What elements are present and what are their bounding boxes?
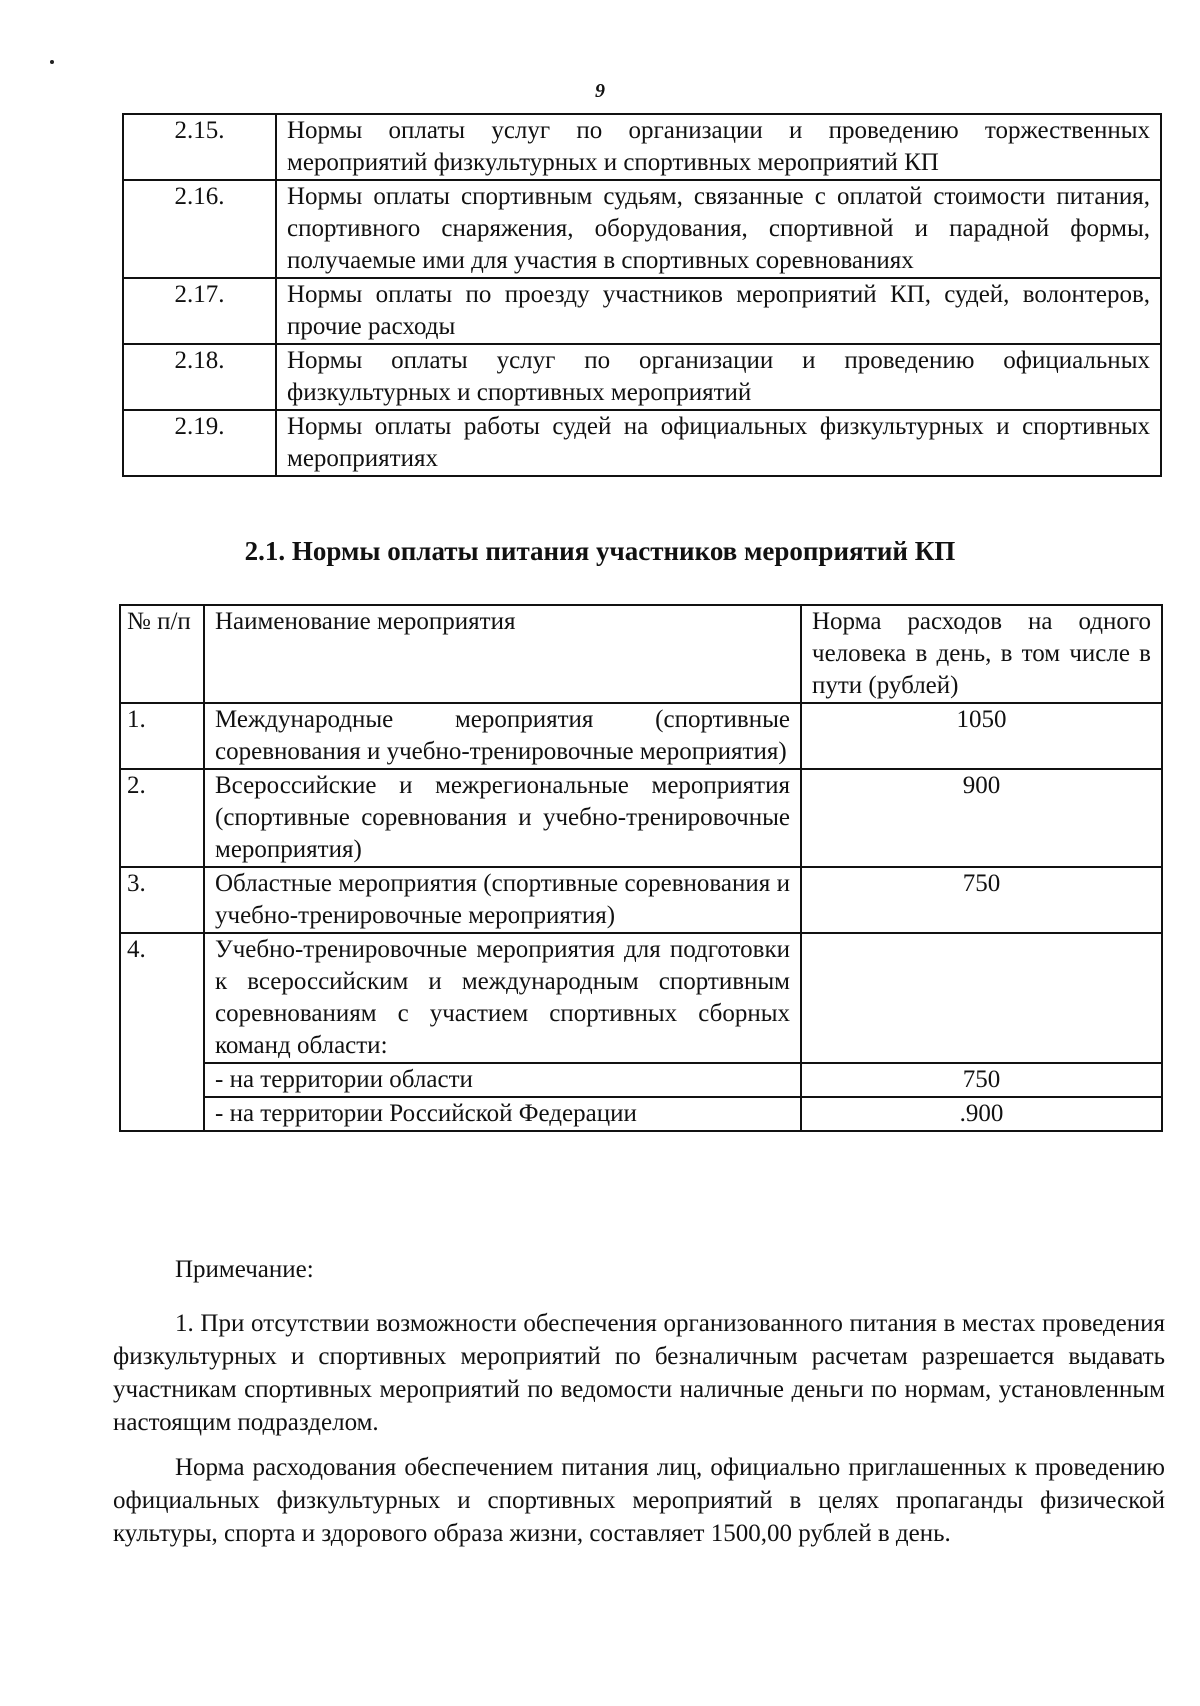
page-number: 9 [595, 80, 605, 102]
sub-row-value: .900 [801, 1097, 1162, 1131]
row-name: Областные мероприятия (спортивные соревнования и учебно-тренировочные мероприятия) [204, 867, 801, 933]
paragraph: Норма расходования обеспечением питания лиц, официально приглашенных к проведению официальных физкультурных и спортивных мероприятий в целях пропаганды физической культуры, спорта и здорового образа жизни, составляет 1500,00 рублей в день. [113, 1454, 1165, 1547]
scan-dot [50, 60, 54, 64]
row-number: 3. [120, 867, 204, 933]
row-value [801, 933, 1162, 1063]
row-number: 4. [120, 933, 204, 1131]
table-row [120, 769, 1162, 867]
sub-row [120, 1097, 1162, 1131]
row-number: 2.19. [123, 410, 276, 476]
row-number: 2.17. [123, 278, 276, 344]
header-norm: Норма расходов на одного человека в день, в том числе в пути (рублей) [801, 605, 1162, 703]
row-text: Нормы оплаты услуг по организации и проведению официальных физкультурных и спортивных мероприятий [276, 344, 1161, 410]
row-number: 2.18. [123, 344, 276, 410]
row-value: 750 [801, 867, 1162, 933]
table-row [123, 410, 1161, 476]
row-number: 2. [120, 769, 204, 867]
header-row [120, 605, 1162, 703]
contents-table [122, 113, 1162, 477]
section-title: 2.1. Нормы оплаты питания участников мероприятий КП [244, 536, 956, 566]
row-text: Нормы оплаты по проезду участников мероприятий КП, судей, волонтеров, прочие расходы [276, 278, 1161, 344]
row-text: Нормы оплаты спортивным судьям, связанные с оплатой стоимости питания, спортивного снаряжения, оборудования, спортивной и парадной формы, получаемые ими для участия в спортивных соревнованиях [276, 180, 1161, 278]
table-row [123, 344, 1161, 410]
row-name: Учебно-тренировочные мероприятия для подготовки к всероссийским и международным спортивным соревнованиям с участием спортивных сборных команд области: [204, 933, 801, 1063]
row-number: 2.15. [123, 114, 276, 180]
row-value: 900 [801, 769, 1162, 867]
sub-row-name: - на территории области [204, 1063, 801, 1097]
table-row [123, 114, 1161, 180]
table-row [120, 933, 1162, 1063]
row-value: 1050 [801, 703, 1162, 769]
sub-row-name: - на территории Российской Федерации [204, 1097, 801, 1131]
sub-row-value: 750 [801, 1063, 1162, 1097]
row-text: Нормы оплаты работы судей на официальных физкультурных и спортивных мероприятиях [276, 410, 1161, 476]
paragraph: 1. При отсутствии возможности обеспечения организованного питания в местах проведения физкультурных и спортивных мероприятий по безналичным расчетам разрешается выдавать участникам спортивных мероприятий по ведомости наличные деньги по нормам, установленным настоящим подразделом. [113, 1310, 1165, 1436]
header-name: Наименование мероприятия [204, 605, 801, 703]
norms-table [119, 604, 1163, 1132]
row-name: Международные мероприятия (спортивные соревнования и учебно-тренировочные мероприятия) [204, 703, 801, 769]
row-name: Всероссийские и межрегиональные мероприятия (спортивные соревнования и учебно-тренировочные мероприятия) [204, 769, 801, 867]
note-title: Примечание: [175, 1256, 314, 1283]
sub-row [120, 1063, 1162, 1097]
table-row [120, 703, 1162, 769]
header-num: № п/п [120, 605, 204, 703]
table-row [120, 867, 1162, 933]
table-row [123, 278, 1161, 344]
row-number: 1. [120, 703, 204, 769]
row-text: Нормы оплаты услуг по организации и проведению торжественных мероприятий физкультурных и спортивных мероприятий КП [276, 114, 1161, 180]
row-number: 2.16. [123, 180, 276, 278]
table-row [123, 180, 1161, 278]
